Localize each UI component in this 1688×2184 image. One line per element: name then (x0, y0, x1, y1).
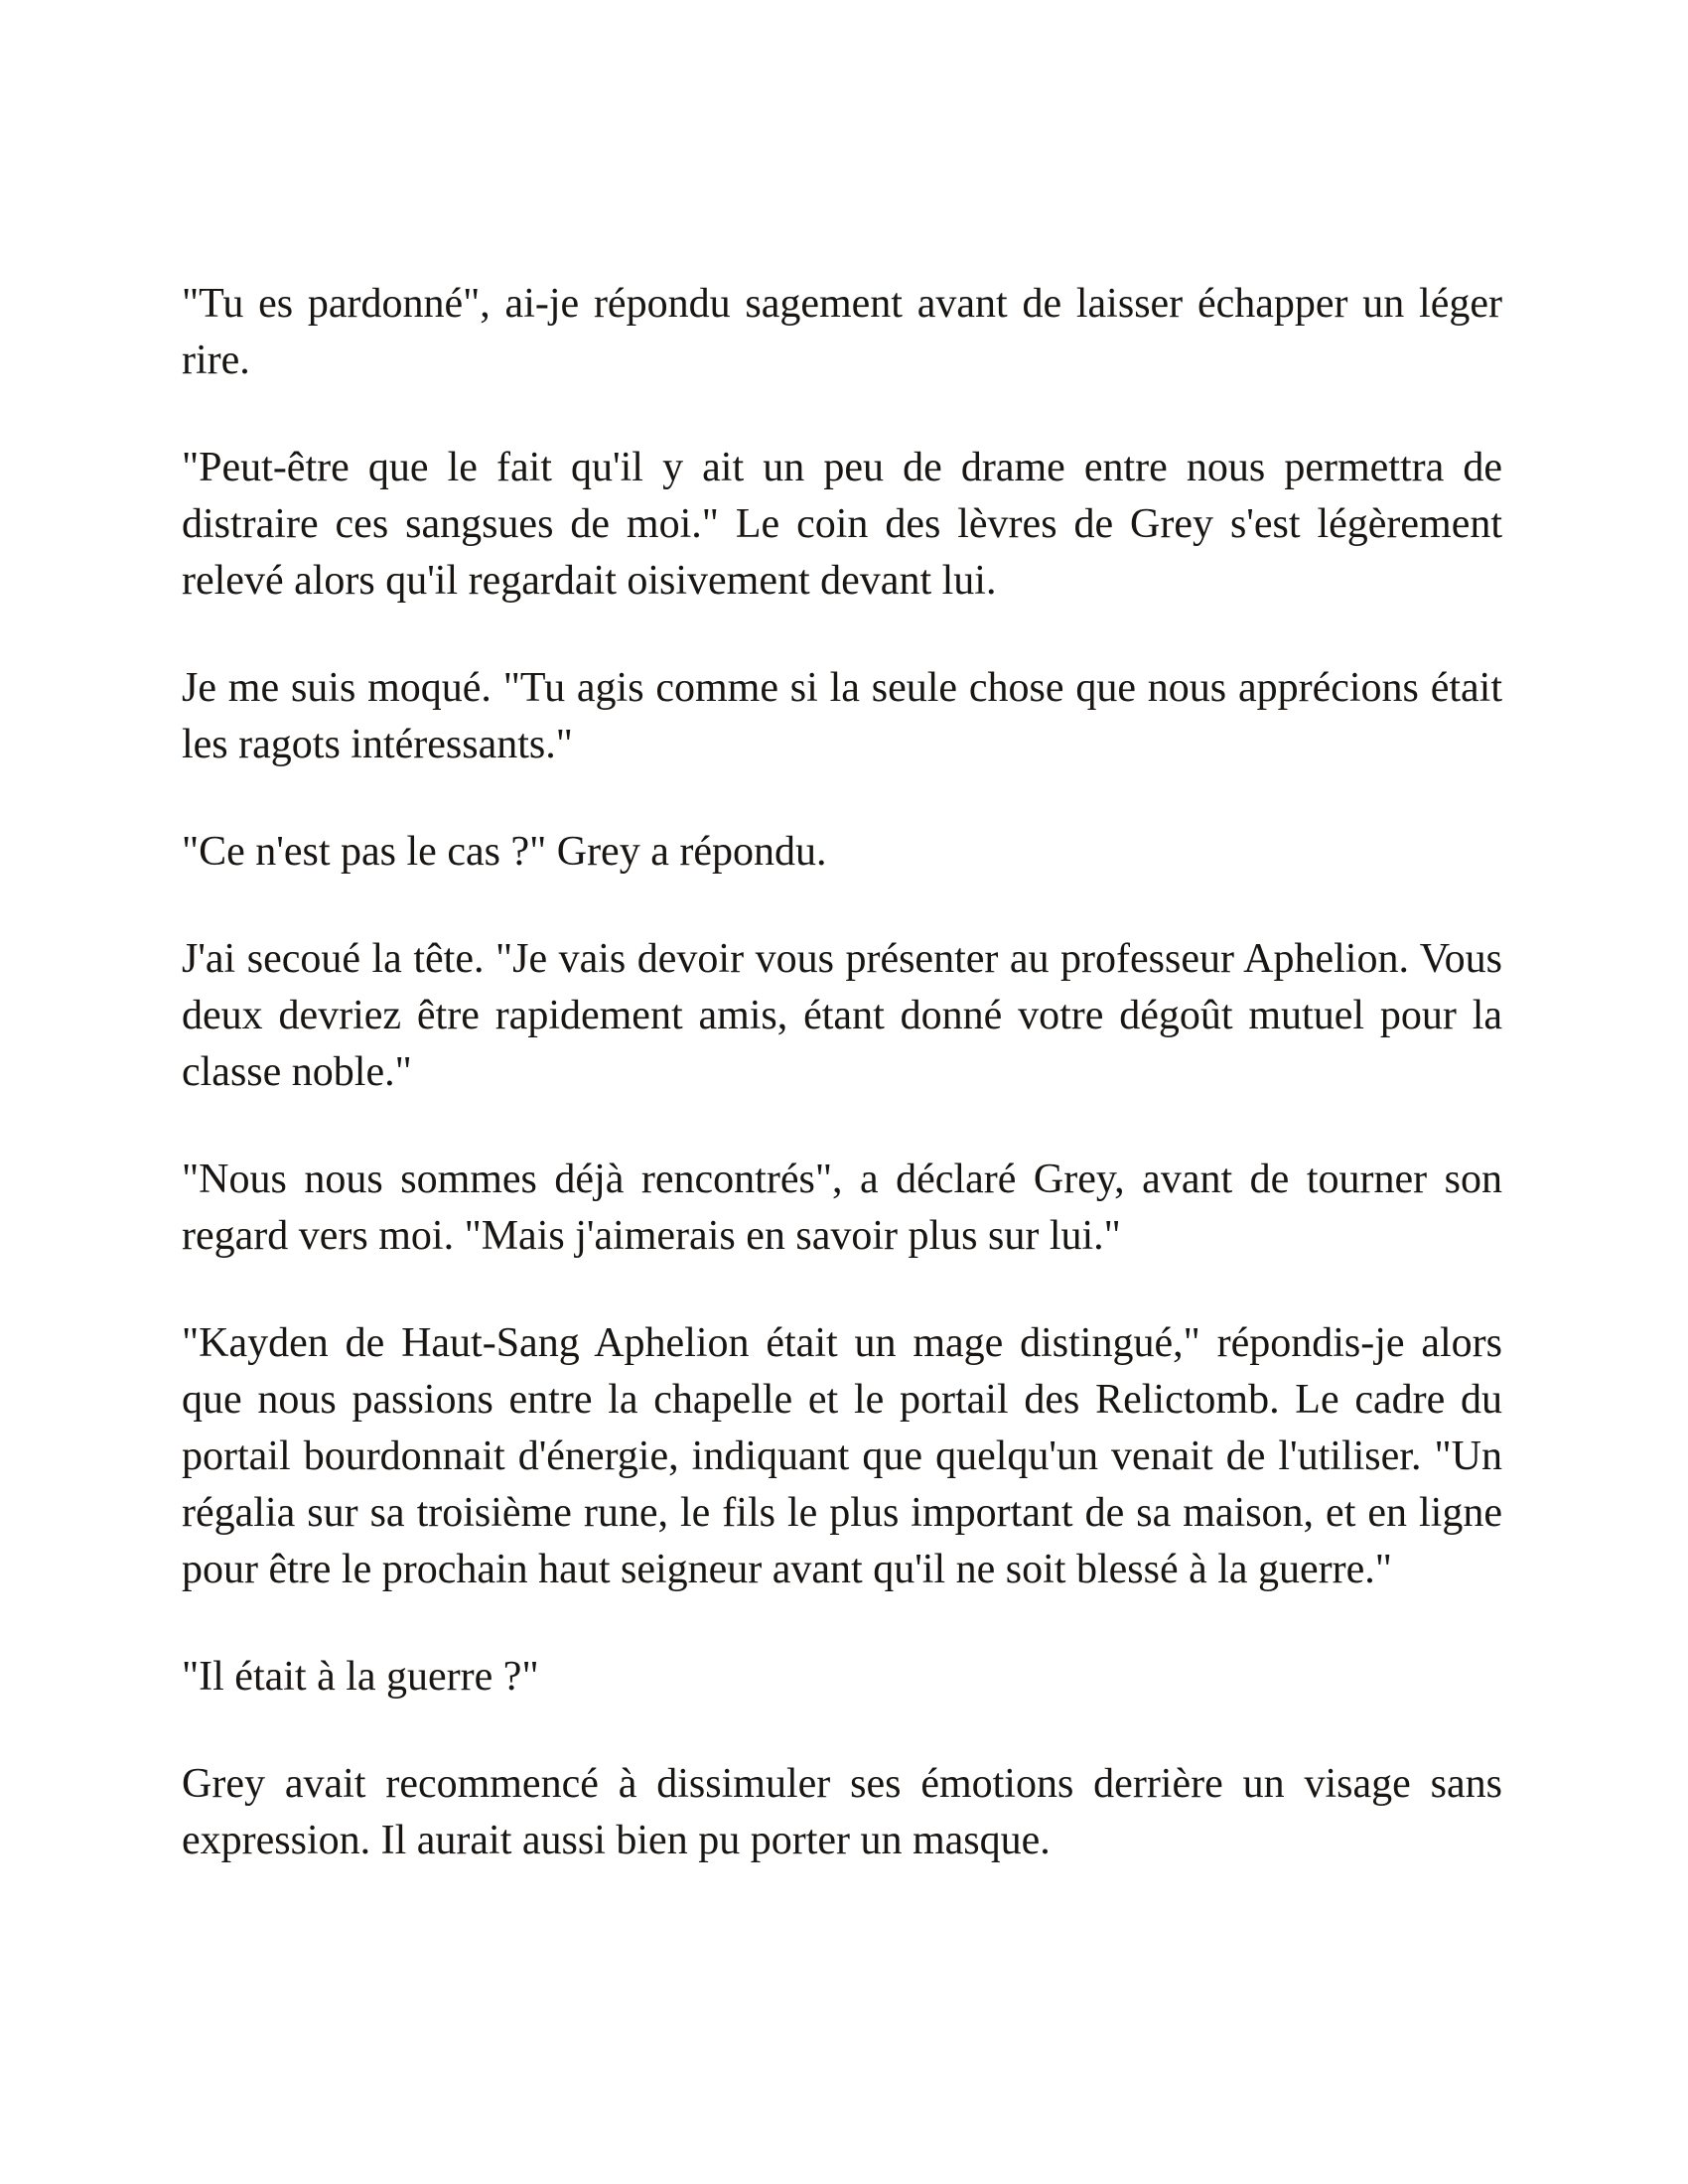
paragraph-8: "Il était à la guerre ?" (182, 1654, 539, 1700)
paragraph-7: "Kayden de Haut-Sang Aphelion était un mage distingué," répondis-je alors que nous passions entre la chapelle et le portail des Relictomb. Le cadre du portail bourdonnait d'énergie, indiquant que quelqu'un venait de l'utiliser. "Un régalia sur sa troisième rune, le fils le plus important de sa maison, et en ligne pour être le prochain haut seigneur avant qu'il ne soit blessé à la guerre." (182, 1320, 1502, 1592)
paragraph-6: "Nous nous sommes déjà rencontrés", a déclaré Grey, avant de tourner son regard vers moi. "Mais j'aimerais en savoir plus sur lui." (182, 1157, 1502, 1259)
paragraph-4: "Ce n'est pas le cas ?" Grey a répondu. (182, 829, 827, 875)
paragraph-9: Grey avait recommencé à dissimuler ses émotions derrière un visage sans expression. Il aurait aussi bien pu porter un masque. (182, 1761, 1502, 1863)
paragraph-2: "Peut-être que le fait qu'il y ait un peu de drame entre nous permettra de distraire ces sangsues de moi." Le coin des lèvres de Grey s'est légèrement relevé alors qu'il regardait oisivement devant lui. (182, 445, 1502, 604)
paragraph-5: J'ai secoué la tête. "Je vais devoir vous présenter au professeur Aphelion. Vous deux devriez être rapidement amis, étant donné votre dégoût mutuel pour la classe noble." (182, 936, 1502, 1095)
paragraph-1: "Tu es pardonné", ai-je répondu sagement avant de laisser échapper un léger rire. (182, 281, 1502, 383)
paragraph-3: Je me suis moqué. "Tu agis comme si la seule chose que nous apprécions était les ragots intéressants." (182, 665, 1502, 767)
